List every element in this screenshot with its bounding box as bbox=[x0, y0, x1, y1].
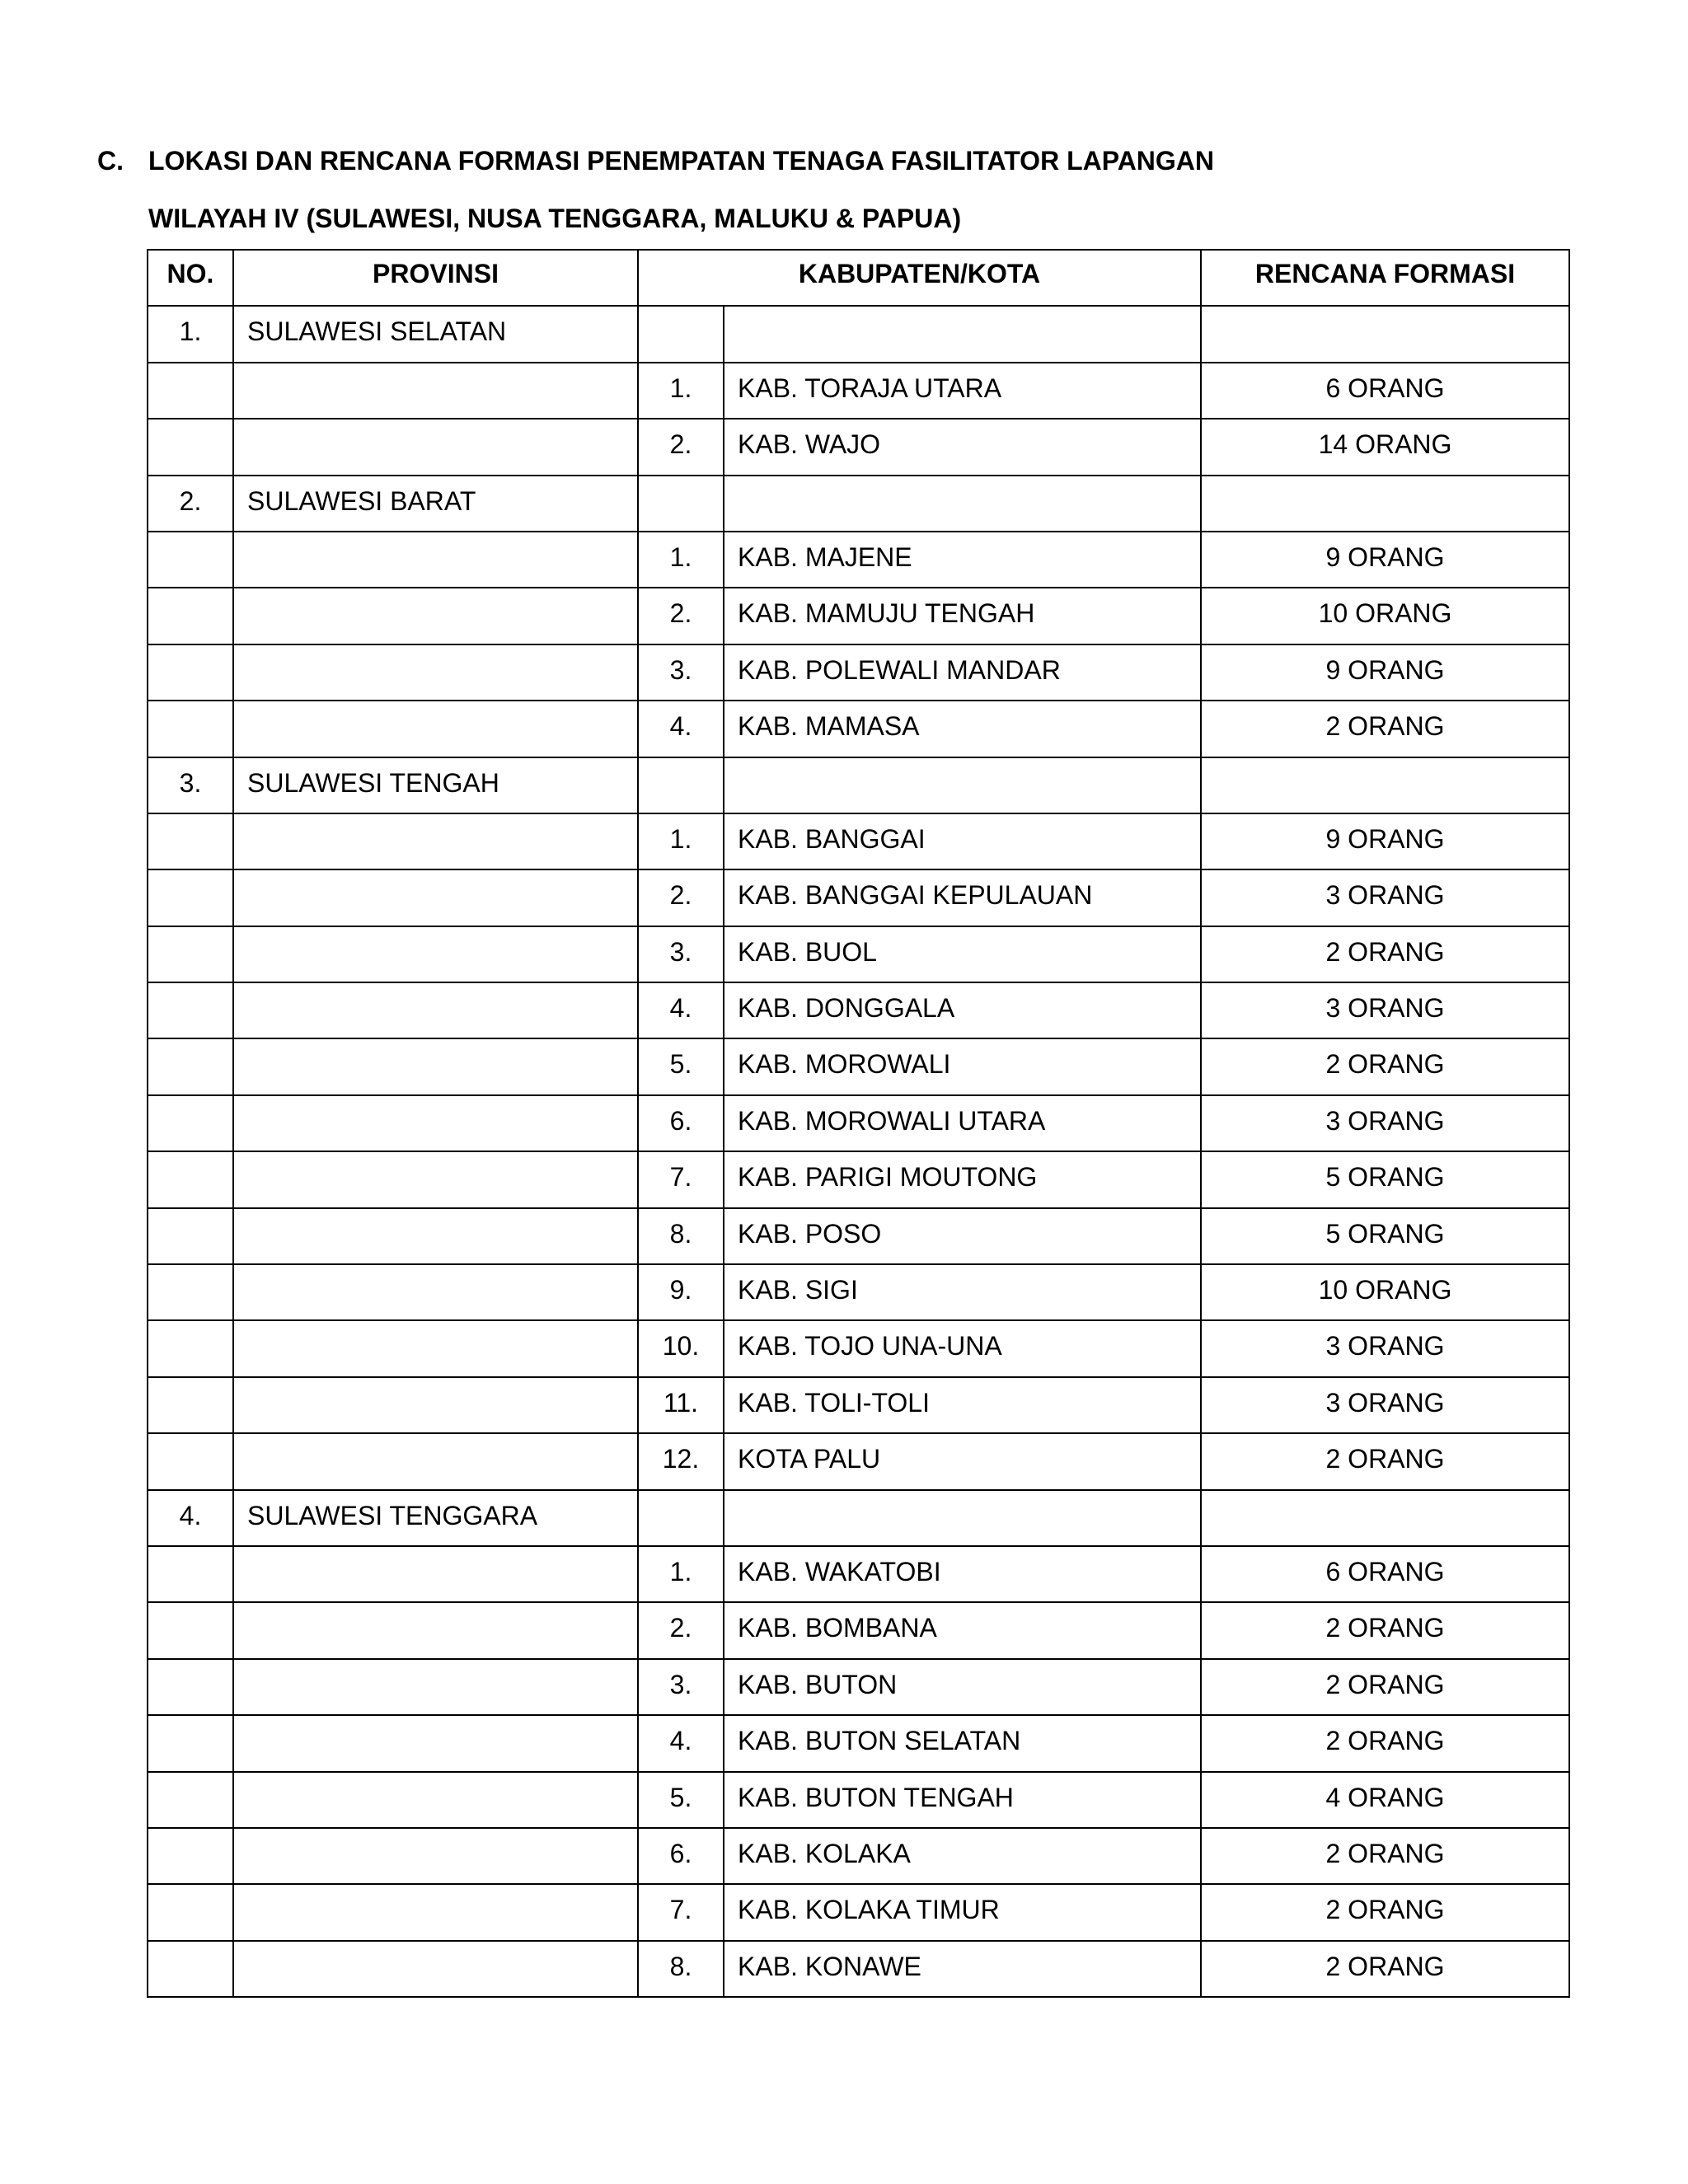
cell-no bbox=[148, 644, 233, 701]
table-row bbox=[148, 363, 1569, 419]
cell-formasi: 2 ORANG bbox=[1201, 701, 1569, 757]
cell-kabupaten-name: KAB. TOLI-TOLI bbox=[724, 1377, 1201, 1433]
cell-formasi bbox=[1201, 476, 1569, 532]
heading-line-1 bbox=[97, 132, 1581, 190]
cell-kabupaten-name: KAB. BOMBANA bbox=[724, 1602, 1201, 1658]
cell-provinsi: SULAWESI TENGAH bbox=[233, 757, 638, 813]
table-row bbox=[148, 1602, 1569, 1658]
header-kabupaten: KABUPATEN/KOTA bbox=[638, 250, 1201, 306]
cell-formasi: 2 ORANG bbox=[1201, 1433, 1569, 1489]
cell-provinsi: SULAWESI BARAT bbox=[233, 476, 638, 532]
cell-formasi: 2 ORANG bbox=[1201, 1659, 1569, 1715]
cell-kabupaten-name: KAB. BUOL bbox=[724, 926, 1201, 982]
cell-kabupaten-number bbox=[638, 757, 724, 813]
table-row bbox=[148, 982, 1569, 1038]
cell-no bbox=[148, 1038, 233, 1094]
cell-no bbox=[148, 869, 233, 926]
cell-kabupaten-name: KAB. KOLAKA TIMUR bbox=[724, 1884, 1201, 1940]
cell-kabupaten-number: 4. bbox=[638, 982, 724, 1038]
cell-kabupaten-name: KAB. DONGGALA bbox=[724, 982, 1201, 1038]
cell-provinsi bbox=[233, 1095, 638, 1151]
cell-kabupaten-number: 6. bbox=[638, 1828, 724, 1884]
cell-formasi: 10 ORANG bbox=[1201, 588, 1569, 644]
table-row bbox=[148, 1151, 1569, 1207]
cell-provinsi bbox=[233, 1828, 638, 1884]
cell-kabupaten-number: 8. bbox=[638, 1941, 724, 1997]
table-row bbox=[148, 1772, 1569, 1828]
cell-kabupaten-name: KAB. POLEWALI MANDAR bbox=[724, 644, 1201, 701]
cell-kabupaten-number: 3. bbox=[638, 644, 724, 701]
cell-provinsi bbox=[233, 1941, 638, 1997]
cell-kabupaten-name: KAB. KONAWE bbox=[724, 1941, 1201, 1997]
cell-kabupaten-name: KAB. MAJENE bbox=[724, 532, 1201, 588]
cell-no bbox=[148, 1659, 233, 1715]
cell-provinsi bbox=[233, 982, 638, 1038]
cell-kabupaten-number: 7. bbox=[638, 1884, 724, 1940]
cell-formasi: 5 ORANG bbox=[1201, 1151, 1569, 1207]
cell-provinsi: SULAWESI SELATAN bbox=[233, 306, 638, 362]
cell-no bbox=[148, 1715, 233, 1771]
cell-provinsi bbox=[233, 1320, 638, 1376]
cell-kabupaten-number: 5. bbox=[638, 1038, 724, 1094]
header-provinsi: PROVINSI bbox=[233, 250, 638, 306]
cell-formasi: 2 ORANG bbox=[1201, 1884, 1569, 1940]
table-row bbox=[148, 1320, 1569, 1376]
cell-formasi: 10 ORANG bbox=[1201, 1264, 1569, 1320]
cell-no bbox=[148, 926, 233, 982]
cell-no bbox=[148, 1320, 233, 1376]
cell-kabupaten-name: KAB. TOJO UNA-UNA bbox=[724, 1320, 1201, 1376]
cell-kabupaten-name: KOTA PALU bbox=[724, 1433, 1201, 1489]
cell-provinsi bbox=[233, 1151, 638, 1207]
cell-kabupaten-number: 1. bbox=[638, 363, 724, 419]
cell-no bbox=[148, 982, 233, 1038]
cell-kabupaten-name: KAB. POSO bbox=[724, 1208, 1201, 1264]
table-row bbox=[148, 1659, 1569, 1715]
cell-kabupaten-name bbox=[724, 1490, 1201, 1546]
cell-kabupaten-number: 2. bbox=[638, 1602, 724, 1658]
cell-provinsi bbox=[233, 532, 638, 588]
cell-kabupaten-number: 4. bbox=[638, 1715, 724, 1771]
cell-provinsi bbox=[233, 363, 638, 419]
cell-kabupaten-number: 1. bbox=[638, 813, 724, 869]
cell-no bbox=[148, 1377, 233, 1433]
cell-provinsi bbox=[233, 926, 638, 982]
cell-kabupaten-name: KAB. BANGGAI bbox=[724, 813, 1201, 869]
cell-no bbox=[148, 1208, 233, 1264]
table-row bbox=[148, 588, 1569, 644]
cell-kabupaten-number: 8. bbox=[638, 1208, 724, 1264]
cell-no bbox=[148, 701, 233, 757]
cell-provinsi bbox=[233, 1038, 638, 1094]
cell-provinsi bbox=[233, 701, 638, 757]
table-row bbox=[148, 1828, 1569, 1884]
cell-kabupaten-name bbox=[724, 757, 1201, 813]
cell-formasi: 3 ORANG bbox=[1201, 1095, 1569, 1151]
cell-provinsi bbox=[233, 419, 638, 475]
cell-formasi: 2 ORANG bbox=[1201, 926, 1569, 982]
header-formasi: RENCANA FORMASI bbox=[1201, 250, 1569, 306]
cell-no bbox=[148, 419, 233, 475]
cell-formasi bbox=[1201, 757, 1569, 813]
cell-no bbox=[148, 1884, 233, 1940]
cell-kabupaten-name: KAB. BUTON bbox=[724, 1659, 1201, 1715]
cell-kabupaten-number: 6. bbox=[638, 1095, 724, 1151]
cell-kabupaten-number: 2. bbox=[638, 869, 724, 926]
cell-formasi: 3 ORANG bbox=[1201, 1320, 1569, 1376]
cell-provinsi bbox=[233, 1433, 638, 1489]
table-row bbox=[148, 1264, 1569, 1320]
formasi-table bbox=[147, 249, 1570, 1998]
cell-no bbox=[148, 1772, 233, 1828]
cell-no bbox=[148, 1433, 233, 1489]
cell-no bbox=[148, 1095, 233, 1151]
cell-formasi: 2 ORANG bbox=[1201, 1828, 1569, 1884]
cell-provinsi bbox=[233, 813, 638, 869]
cell-formasi: 3 ORANG bbox=[1201, 869, 1569, 926]
cell-no: 4. bbox=[148, 1490, 233, 1546]
cell-formasi: 2 ORANG bbox=[1201, 1715, 1569, 1771]
table-row bbox=[148, 1208, 1569, 1264]
cell-kabupaten-number: 10. bbox=[638, 1320, 724, 1376]
section-title-line2: WILAYAH IV (SULAWESI, NUSA TENGGARA, MALUKU & PAPUA) bbox=[148, 204, 962, 233]
cell-formasi bbox=[1201, 306, 1569, 362]
table-row bbox=[148, 1433, 1569, 1489]
table-row bbox=[148, 419, 1569, 475]
table-body bbox=[148, 306, 1569, 1997]
cell-no bbox=[148, 1264, 233, 1320]
cell-kabupaten-name: KAB. MAMASA bbox=[724, 701, 1201, 757]
cell-provinsi bbox=[233, 1772, 638, 1828]
table-row bbox=[148, 757, 1569, 813]
table-row bbox=[148, 1715, 1569, 1771]
cell-provinsi bbox=[233, 1264, 638, 1320]
cell-kabupaten-number: 3. bbox=[638, 1659, 724, 1715]
cell-kabupaten-name: KAB. BUTON SELATAN bbox=[724, 1715, 1201, 1771]
table-row bbox=[148, 476, 1569, 532]
cell-kabupaten-name: KAB. WAKATOBI bbox=[724, 1546, 1201, 1602]
cell-no bbox=[148, 532, 233, 588]
cell-kabupaten-name: KAB. BUTON TENGAH bbox=[724, 1772, 1201, 1828]
cell-no bbox=[148, 813, 233, 869]
cell-kabupaten-number: 7. bbox=[638, 1151, 724, 1207]
section-heading bbox=[97, 132, 1581, 247]
cell-kabupaten-number: 3. bbox=[638, 926, 724, 982]
cell-formasi: 9 ORANG bbox=[1201, 644, 1569, 701]
table-row bbox=[148, 926, 1569, 982]
cell-kabupaten-number: 2. bbox=[638, 419, 724, 475]
cell-kabupaten-number: 5. bbox=[638, 1772, 724, 1828]
cell-provinsi bbox=[233, 1602, 638, 1658]
cell-no: 2. bbox=[148, 476, 233, 532]
cell-provinsi bbox=[233, 644, 638, 701]
table-header-row bbox=[148, 250, 1569, 306]
cell-kabupaten-name: KAB. SIGI bbox=[724, 1264, 1201, 1320]
cell-provinsi bbox=[233, 1546, 638, 1602]
cell-provinsi bbox=[233, 1208, 638, 1264]
cell-kabupaten-name bbox=[724, 476, 1201, 532]
cell-formasi: 2 ORANG bbox=[1201, 1941, 1569, 1997]
cell-provinsi: SULAWESI TENGGARA bbox=[233, 1490, 638, 1546]
cell-formasi: 4 ORANG bbox=[1201, 1772, 1569, 1828]
cell-provinsi bbox=[233, 1659, 638, 1715]
cell-kabupaten-number: 4. bbox=[638, 701, 724, 757]
cell-kabupaten-name: KAB. MOROWALI UTARA bbox=[724, 1095, 1201, 1151]
cell-kabupaten-name: KAB. KOLAKA bbox=[724, 1828, 1201, 1884]
cell-kabupaten-number bbox=[638, 306, 724, 362]
cell-formasi: 14 ORANG bbox=[1201, 419, 1569, 475]
cell-no bbox=[148, 1828, 233, 1884]
table-row bbox=[148, 1546, 1569, 1602]
cell-formasi: 3 ORANG bbox=[1201, 982, 1569, 1038]
table-row bbox=[148, 306, 1569, 362]
cell-kabupaten-name: KAB. MAMUJU TENGAH bbox=[724, 588, 1201, 644]
cell-no: 1. bbox=[148, 306, 233, 362]
cell-kabupaten-name: KAB. MOROWALI bbox=[724, 1038, 1201, 1094]
cell-kabupaten-name: KAB. WAJO bbox=[724, 419, 1201, 475]
cell-formasi: 6 ORANG bbox=[1201, 363, 1569, 419]
cell-no: 3. bbox=[148, 757, 233, 813]
table-row bbox=[148, 1884, 1569, 1940]
cell-formasi: 2 ORANG bbox=[1201, 1602, 1569, 1658]
cell-provinsi bbox=[233, 1715, 638, 1771]
cell-provinsi bbox=[233, 1377, 638, 1433]
cell-formasi: 6 ORANG bbox=[1201, 1546, 1569, 1602]
table-row bbox=[148, 869, 1569, 926]
cell-formasi: 9 ORANG bbox=[1201, 532, 1569, 588]
cell-formasi: 9 ORANG bbox=[1201, 813, 1569, 869]
header-no: NO. bbox=[148, 250, 233, 306]
table-row bbox=[148, 1941, 1569, 1997]
cell-kabupaten-number bbox=[638, 476, 724, 532]
cell-kabupaten-name: KAB. BANGGAI KEPULAUAN bbox=[724, 869, 1201, 926]
cell-kabupaten-number: 9. bbox=[638, 1264, 724, 1320]
table-row bbox=[148, 1038, 1569, 1094]
cell-provinsi bbox=[233, 869, 638, 926]
cell-kabupaten-number: 12. bbox=[638, 1433, 724, 1489]
cell-kabupaten-name bbox=[724, 306, 1201, 362]
cell-kabupaten-name: KAB. TORAJA UTARA bbox=[724, 363, 1201, 419]
cell-no bbox=[148, 1941, 233, 1997]
table-row bbox=[148, 1490, 1569, 1546]
cell-formasi bbox=[1201, 1490, 1569, 1546]
cell-no bbox=[148, 588, 233, 644]
cell-no bbox=[148, 363, 233, 419]
cell-kabupaten-name: KAB. PARIGI MOUTONG bbox=[724, 1151, 1201, 1207]
table-row bbox=[148, 532, 1569, 588]
cell-no bbox=[148, 1151, 233, 1207]
cell-no bbox=[148, 1602, 233, 1658]
cell-formasi: 5 ORANG bbox=[1201, 1208, 1569, 1264]
table-row bbox=[148, 1377, 1569, 1433]
cell-no bbox=[148, 1546, 233, 1602]
cell-kabupaten-number: 1. bbox=[638, 532, 724, 588]
cell-formasi: 2 ORANG bbox=[1201, 1038, 1569, 1094]
section-letter: C. bbox=[97, 146, 124, 176]
cell-kabupaten-number: 11. bbox=[638, 1377, 724, 1433]
cell-formasi: 3 ORANG bbox=[1201, 1377, 1569, 1433]
cell-provinsi bbox=[233, 588, 638, 644]
section-title-line1: LOKASI DAN RENCANA FORMASI PENEMPATAN TENAGA FASILITATOR LAPANGAN bbox=[148, 146, 1215, 176]
table-row bbox=[148, 644, 1569, 701]
table-row bbox=[148, 701, 1569, 757]
cell-kabupaten-number: 1. bbox=[638, 1546, 724, 1602]
table-row bbox=[148, 813, 1569, 869]
table-row bbox=[148, 1095, 1569, 1151]
cell-kabupaten-number: 2. bbox=[638, 588, 724, 644]
cell-provinsi bbox=[233, 1884, 638, 1940]
cell-kabupaten-number bbox=[638, 1490, 724, 1546]
